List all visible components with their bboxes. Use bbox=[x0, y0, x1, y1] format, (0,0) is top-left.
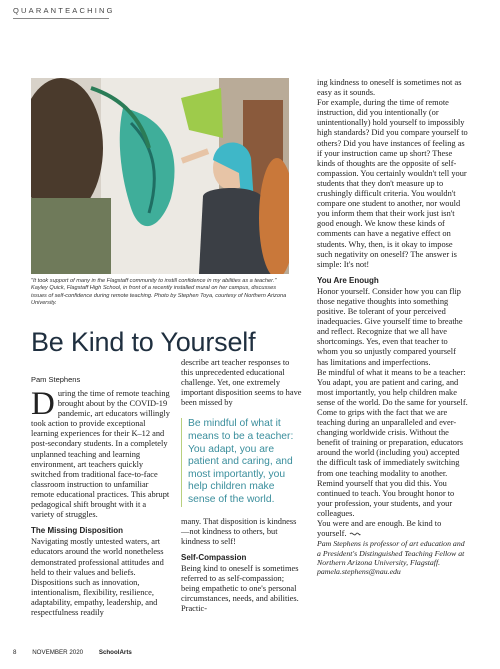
end-mark-icon bbox=[349, 531, 361, 537]
intro-paragraph bbox=[31, 386, 171, 520]
heading-self-compassion: Self-Compassion bbox=[181, 552, 247, 562]
publication-name: SchoolArts bbox=[98, 649, 132, 656]
enough-paragraph-4 bbox=[317, 519, 469, 539]
article-title: Be Kind to Yourself bbox=[31, 327, 256, 357]
self-paragraph-2: For example, during the time of remote instruction, did you intentionally (or unintentionally) hold yourself to impossibly high standards? Did you compare yourself to others? Did you have instances of feeling as if your instruction came up short? These kinds of thoughts are the opposite of self-compassion. You certainly wouldn't tell your students that they don't measure up to crushingly difficult criteria. You wouldn't compare one student to another, nor would you inform them that their work just isn't good enough. We know these kinds of comments can have a negative effect on students. Why, then, is it okay to impose such negativity on oneself? The answer is simple: It's not! bbox=[317, 98, 468, 269]
missing-paragraph-1-continued: describe art teacher responses to this unprecedented educational challenge. Yet, one extremely important disposition seems to have been missed by bbox=[181, 358, 302, 408]
enough-paragraph-1: Honor yourself. Consider how you can flip those negative thoughts into something positive. Be tolerant of your perceived inadequacies. Give yourself time to breathe and reflect. Recognize that we all have shortcomings. Yes, even that teacher to whom you so unjustly compared yourself has limitations and imperfections. bbox=[317, 286, 463, 367]
author-bio: Pam Stephens is professor of art education and a President's Distinguished Teaching Fellow at Northern Arizona University, Flagstaff. pamela.stephens@nau.edu bbox=[317, 539, 465, 577]
column-2 bbox=[181, 358, 303, 614]
enough-paragraph-4-text: You were and are enough. Be kind to yourself. bbox=[317, 519, 442, 539]
drop-cap: D bbox=[31, 386, 55, 422]
enough-paragraph-2: Be mindful of what it means to be a teacher: You adapt, you are patient and caring, and most importantly, you help children make sense of the world. Do the same for yourself. bbox=[317, 367, 468, 407]
classroom-mural-photo bbox=[31, 78, 289, 274]
heading-you-are-enough: You Are Enough bbox=[317, 275, 379, 285]
issue-date: NOVEMBER 2020 bbox=[32, 649, 84, 656]
section-tag: QUARANTEACHING bbox=[13, 6, 109, 19]
pull-quote: Be mindful of what it means to be a teacher: You adapt, you are patient and caring, and most importantly, you help children make sense of the world. bbox=[181, 418, 303, 506]
self-paragraph-1: Being kind to oneself is sometimes referred to as self-compassion; being empathetic to one's personal circumstances, needs, and abilities. Practic- bbox=[181, 564, 299, 614]
page-footer bbox=[13, 649, 146, 656]
self-paragraph-1-continued: ing kindness to oneself is sometimes not as easy as it sounds. bbox=[317, 78, 462, 98]
missing-paragraph-2: many. That disposition is kindness—not kindness to others, but kindness to self! bbox=[181, 516, 297, 546]
page-number: 8 bbox=[13, 649, 17, 656]
byline: Pam Stephens bbox=[31, 375, 81, 384]
heading-missing-disposition: The Missing Disposition bbox=[31, 526, 124, 536]
article-photo bbox=[31, 78, 289, 274]
missing-paragraph-1: Navigating mostly untested waters, art educators around the world nonetheless demonstrated professional attitudes and held to their values and beliefs. Dispositions such as innovation, intentionalism, flexibility, resilience, adaptability, empathy, leadership, and respectfulness readily bbox=[31, 537, 164, 617]
intro-text: uring the time of remote teaching brought about by the COVID-19 pandemic, art educators willingly took action to provide exceptional learning experiences for their K–12 and post-secondary students. In a completely unplanned teaching and learning environment, art teachers quickly switched from traditional face-to-face classroom instruction to unfamiliar remote educational practices. This abrupt pedagogical shift brought with it a variety of struggles. bbox=[31, 389, 170, 520]
column-1 bbox=[31, 386, 171, 618]
photo-caption: "It took support of many in the Flagstaff community to instill confidence in my abilities as a teacher." Kayley Quick, Flagstaff High School, in front of a recently installed mural on her campus, discusses issues of self-confidence during remote teaching. Photo by Stephen Toya, courtesy of Northern Arizona University. bbox=[31, 278, 287, 306]
enough-paragraph-3: Come to grips with the fact that we are teaching during an unparalleled and ever-changing worldwide crisis. Without the benefit of training or preparation, educators around the world (including you) accepted the difficult task of immediately switching from one teaching modality to another. Remind yourself that you did this. You continued to teach. You brought honor to your profession, your students, and your colleagues. bbox=[317, 408, 464, 518]
column-3 bbox=[317, 78, 469, 577]
